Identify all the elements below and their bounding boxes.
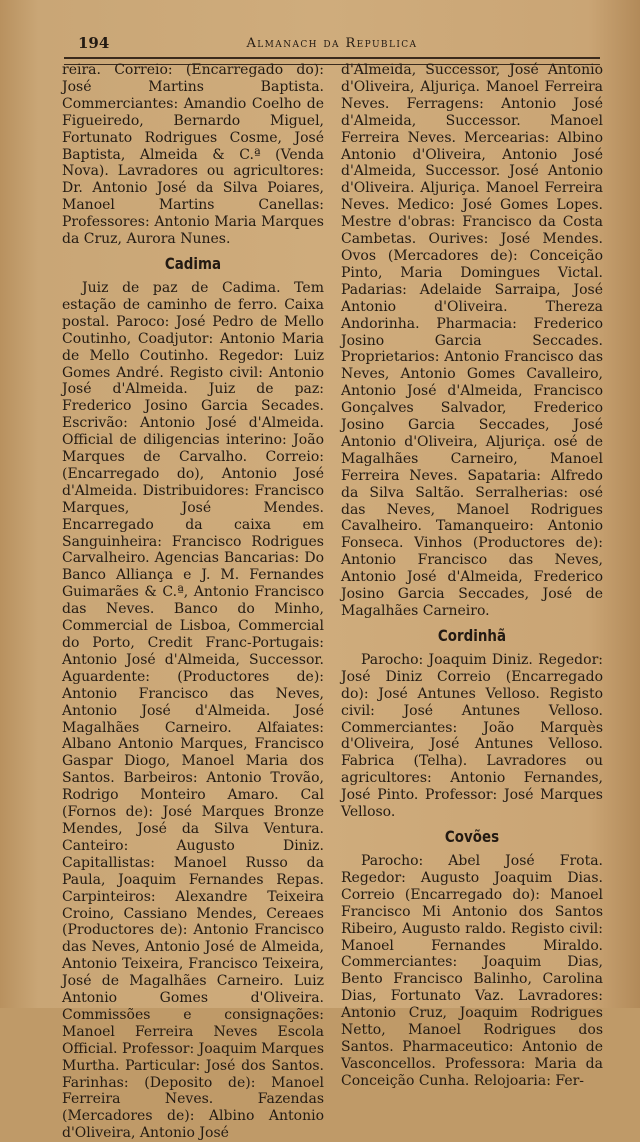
entry-paragraph: Parocho: Joaquim Diniz. Regedor: José Diniz Correio (Encarregado do): José Antunes Velloso. Registo civil: José Antunes Velloso. Commerciantes: João Marquès d'Oliveira, José Antunes Velloso. Fabrica (Telha). Lavradores ou agricultores: Antonio Fernandes, José Pinto. Professor: José Marques Velloso.	[341, 651, 603, 821]
page-header	[64, 34, 600, 56]
right-column	[341, 62, 603, 1090]
section-heading: Covões	[444, 826, 500, 846]
entry-paragraph: d'Almeida, Successor, José Antonio d'Oliveira, Aljuriça. Manoel Ferreira Neves. Ferragens: Antonio José d'Almeida, Successor. Manoel Ferreira Neves. Mercearias: Albino Antonio d'Oliveira, Antonio José d'Almeida, Successor. José Antonio d'Oliveira. Aljuriça. Manoel Ferreira Neves. Medico: José Gomes Lopes. Mestre d'obras: Francisco da Costa Cambetas. Ourives: José Mendes. Ovos (Mercadores de): Conceição Pinto, Maria Domingues Victal. Padarias: Adelaide Sarraipa, José Antonio d'Oliveira. Thereza Andorinha. Pharmacia: Frederico Josino Garcia Seccades. Proprietarios: Antonio Francisco das Neves, Antonio Gomes Cavalleiro, Antonio José d'Almeida, Francisco Gonçalves Salvador, Frederico Josino Garcia Seccades, José Antonio d'Oliveira, Aljuriça. osé de Magalhães Carneiro, Manoel Ferreira Neves. Sapataria: Alfredo da Silva Saltão. Serralherias: osé das Neves, Manoel Rodrigues Cavalheiro. Tamanqueiro: Antonio Fonseca. Vinhos (Productores de): Antonio Francisco das Neves, Antonio José d'Almeida, Frederico Josino Garcia Seccades, José de Magalhães Carneiro.	[341, 62, 603, 619]
section-heading: Cordinhã	[437, 625, 507, 645]
section-heading: Cadima	[164, 253, 222, 273]
running-title: Almanach da Republica	[246, 36, 418, 51]
page-number: 194	[78, 34, 110, 52]
entry-paragraph: Juiz de paz de Cadima. Tem estação de caminho de ferro. Caixa postal. Paroco: José Pedro de Mello Coutinho, Coadjutor: Antonio Maria de Mello Coutinho. Regedor: Luiz Gomes André. Registo civil: Antonio José d'Almeida. Juiz de paz: Frederico Josino Garcia Secades. Escrivão: Antonio José d'Almeida. Official de diligencias interino: João Marques de Carvalho. Correio: (Encarregado do), Antonio José d'Almeida. Distribuidores: Francisco Marques, José Mendes. Encarregado da caixa em Sanguinheira: Francisco Rodrigues Carvalheiro. Agencias Bancarias: Do Banco Alliança e J. M. Fernandes Guimarães & C.ª, Antonio Francisco das Neves. Banco do Minho, Commercial de Lisboa, Commercial do Porto, Credit Franc-Portugais: Antonio José d'Almeida, Successor. Aguardente: (Productores de): Antonio Francisco das Neves, Antonio José d'Almeida. José Magalhães Carneiro. Alfaiates: Albano Antonio Marques, Francisco Gaspar Diogo, Manoel Maria dos Santos. Barbeiros: Antonio Trovão, Rodrigo Monteiro Amaro. Cal (Fornos de): José Marques Bronze Mendes, José da Silva Ventura. Canteiro: Augusto Diniz. Capitallistas: Manoel Russo da Paula, Joaquim Fernandes Repas. Carpinteiros: Alexandre Teixeira Croino, Cassiano Mendes, Cereaes (Productores de): Antonio Francisco das Neves, Antonio José de Almeida, Antonio Teixeira, Francisco Teixeira, José de Magalhães Carneiro. Luiz Antonio Gomes d'Oliveira. Commissões e consignações: Manoel Ferreira Neves Escola Official. Professor: Joaquim Marques Murtha. Particular: José dos Santos. Farinhas: (Deposito de): Manoel Ferreira Neves. Fazendas (Mercadores de): Albino Antonio d'Oliveira, Antonio José	[62, 279, 325, 1142]
left-column	[62, 62, 324, 1142]
entry-paragraph: Parocho: Abel José Frota. Regedor: Augusto Joaquim Dias. Correio (Encarregado do): Manoel Francisco Mi Antonio dos Santos Ribeiro, Augusto raldo. Registo civil: Manoel Fernandes Miraldo. Commerciantes: Joaquim Dias, Bento Francisco Balinho, Carolina Dias, Fortunato Vaz. Lavradores: Antonio Cruz, Joaquim Rodrigues Netto, Manoel Rodrigues dos Santos. Pharmaceutico: Antonio de Vasconcellos. Professora: Maria da Conceição Cunha. Relojoaria: Fer-	[341, 852, 603, 1089]
entry-paragraph: reira. Correio: (Encarregado do): José Martins Baptista. Commerciantes: Amandio Coelho de Figueiredo, Bernardo Miguel, Fortunato Rodrigues Cosme, José Baptista, Almeida & C.ª (Venda Nova). Lavradores ou agricultores: Dr. Antonio José da Silva Poiares, Manoel Martins Canellas: Professores: Antonio Maria Marques da Cruz, Aurora Nunes.	[62, 62, 324, 248]
